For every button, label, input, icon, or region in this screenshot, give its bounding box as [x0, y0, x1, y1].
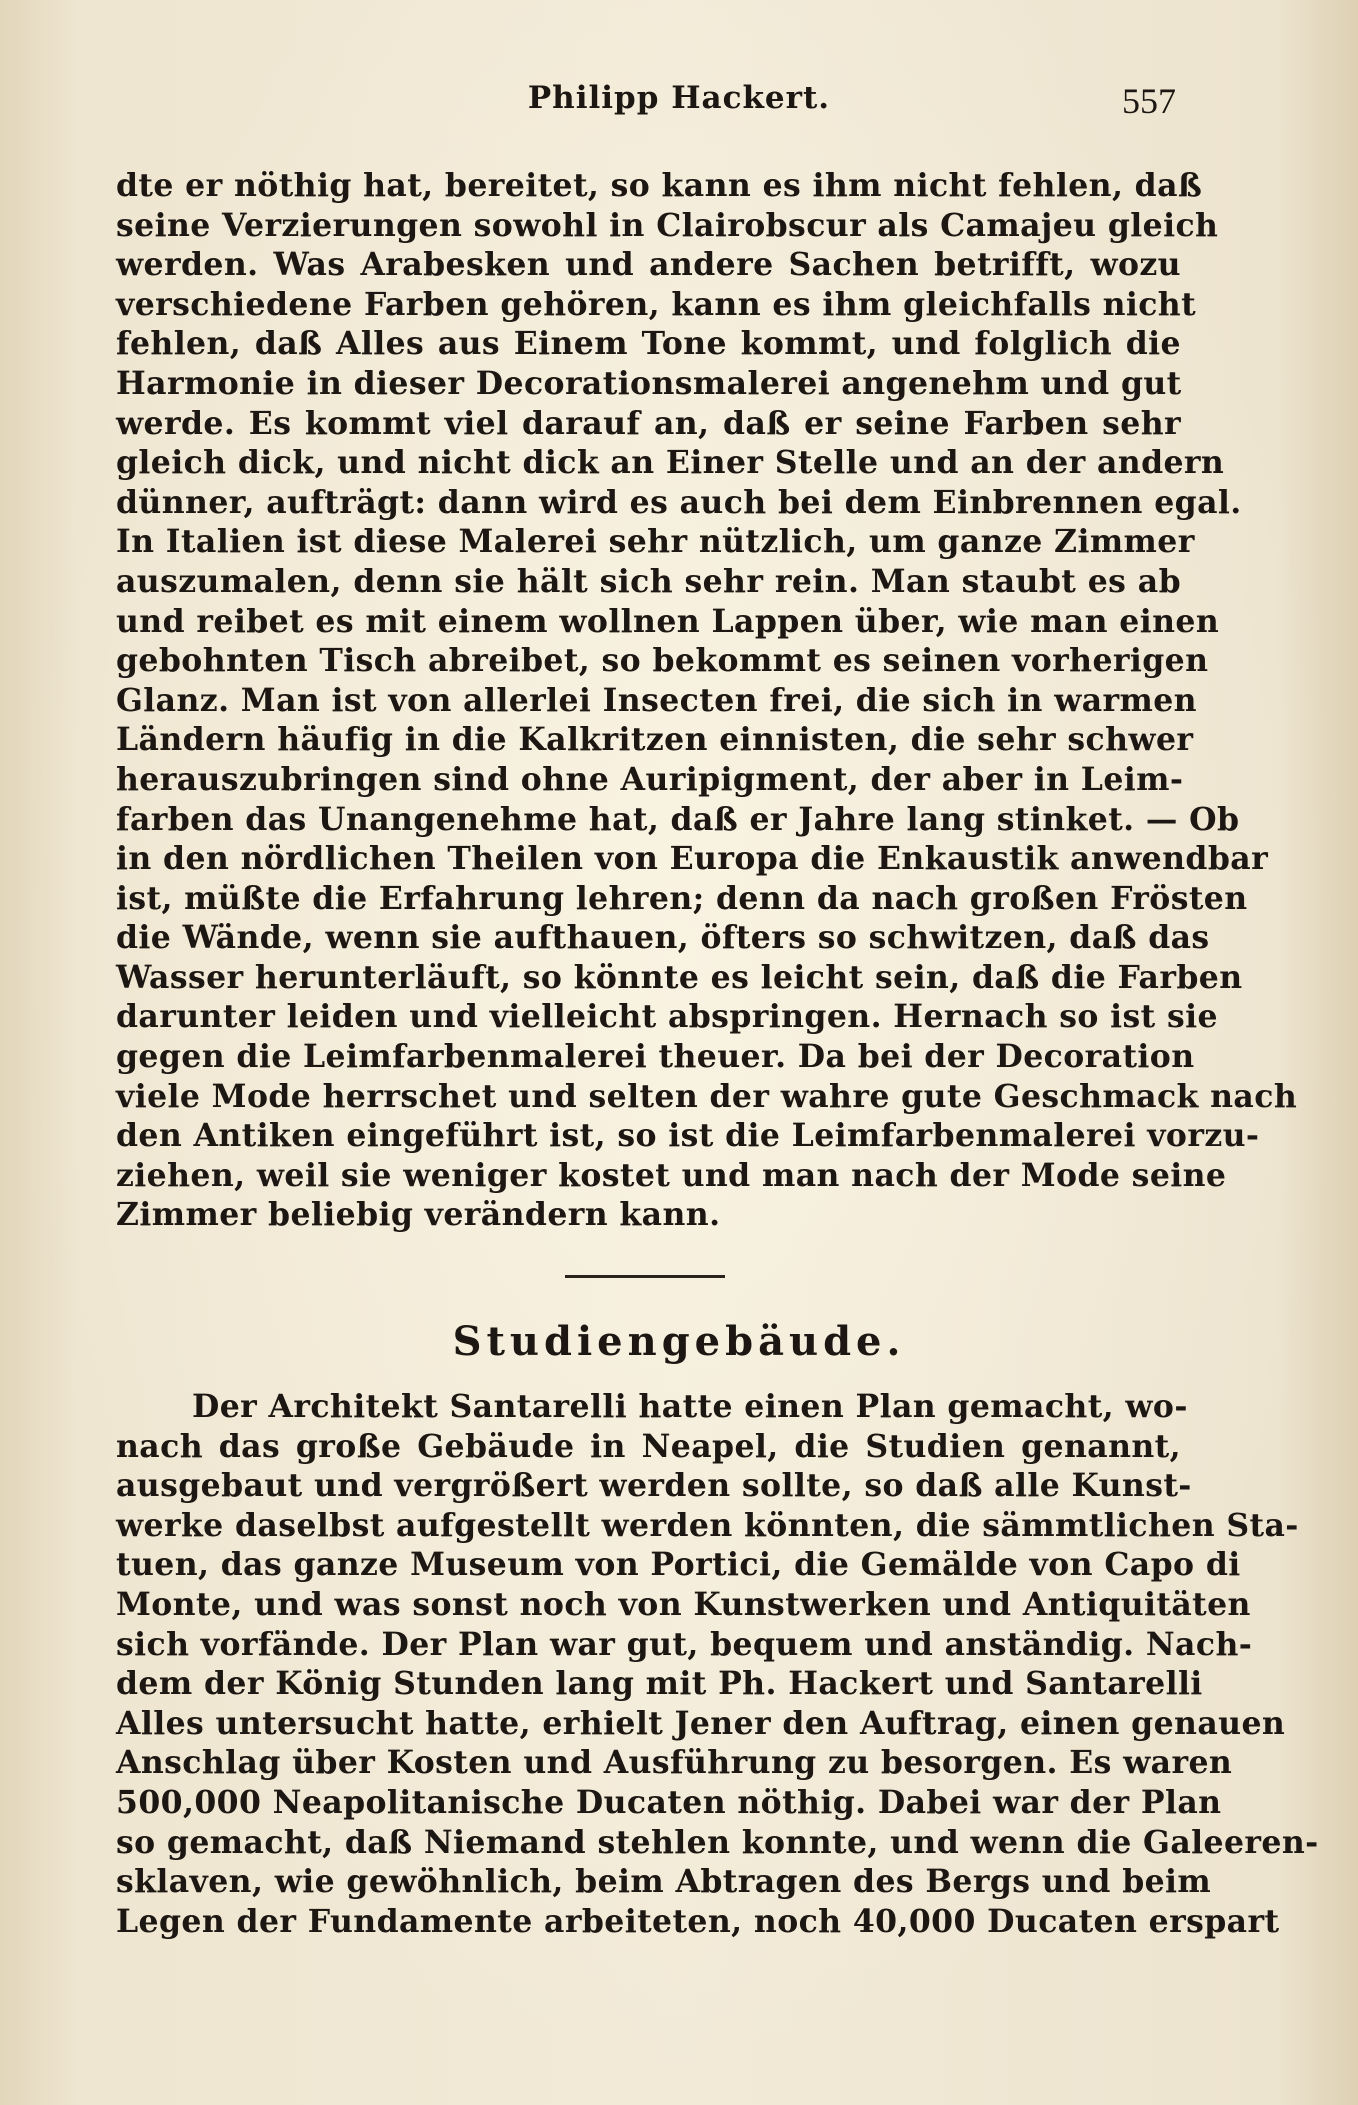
- text-line: viele Mode herrschet und selten der wahre gute Geschmack nach: [116, 1077, 1298, 1115]
- text-line: den Antiken eingeführt ist, so ist die Leimfarbenmalerei vorzu-: [116, 1117, 1260, 1155]
- text-line: Glanz. Man ist von allerlei Insecten frei, die sich in warmen: [116, 681, 1197, 719]
- text-line: werde. Es kommt viel darauf an, daß er seine Farben sehr: [116, 404, 1181, 442]
- text-line: so gemacht, daß Niemand stehlen konnte, und wenn die Galeeren-: [116, 1823, 1319, 1861]
- text-line: gebohnten Tisch abreibet, so bekommt es seinen vorherigen: [116, 642, 1209, 680]
- text-line: gegen die Leimfarbenmalerei theuer. Da bei der Decoration: [116, 1038, 1195, 1076]
- text-line: Harmonie in dieser Decorationsmalerei angenehm und gut: [116, 364, 1182, 402]
- text-line: in den nördlichen Theilen von Europa die Enkaustik anwendbar: [116, 840, 1269, 878]
- text-line: Monte, und was sonst noch von Kunstwerken und Antiquitäten: [116, 1585, 1251, 1623]
- text-line: ausgebaut und vergrößert werden sollte, so daß alle Kunst-: [116, 1467, 1192, 1505]
- text-line: darunter leiden und vielleicht abspringen. Hernach so ist sie: [116, 998, 1218, 1036]
- text-line: 500,000 Neapolitanische Ducaten nöthig. Dabei war der Plan: [116, 1783, 1222, 1821]
- text-line: nach das große Gebäude in Neapel, die Studien genannt,: [116, 1427, 1181, 1465]
- section-heading: Studiengebäude.: [452, 1318, 906, 1365]
- text-line: ist, müßte die Erfahrung lehren; denn da nach großen Frösten: [116, 879, 1248, 917]
- text-line: Wasser herunterläuft, so könnte es leicht sein, daß die Farben: [116, 958, 1243, 996]
- text-line: sklaven, wie gewöhnlich, beim Abtragen des Bergs und beim: [116, 1863, 1212, 1901]
- text-line: Alles untersucht hatte, erhielt Jener den Auftrag, einen genauen: [116, 1704, 1286, 1742]
- text-line: ziehen, weil sie weniger kostet und man nach der Mode seine: [116, 1156, 1227, 1194]
- text-line: farben das Unangenehme hat, daß er Jahre lang stinket. — Ob: [116, 800, 1240, 838]
- text-line: werden. Was Arabesken und andere Sachen betrifft, wozu: [116, 246, 1181, 284]
- text-line-content: Der Architekt Santarelli hatte einen Plan gemacht, wo-: [192, 1388, 1188, 1425]
- text-line: dte er nöthig hat, bereitet, so kann es ihm nicht fehlen, daß: [116, 167, 1203, 204]
- text-line: tuen, das ganze Museum von Portici, die Gemälde von Capo di: [116, 1546, 1241, 1584]
- text-line: und reibet es mit einem wollnen Lappen über, wie man einen: [116, 602, 1220, 640]
- text-line: auszumalen, denn sie hält sich sehr rein. Man staubt es ab: [116, 562, 1181, 600]
- text-line: verschiedene Farben gehören, kann es ihm gleichfalls nicht: [116, 285, 1197, 323]
- running-head: [0, 80, 1358, 130]
- text-line: werke daselbst aufgestellt werden könnten, die sämmtlichen Sta-: [116, 1506, 1299, 1544]
- text-line: Anschlag über Kosten und Ausführung zu besorgen. Es waren: [116, 1744, 1233, 1782]
- section-divider-rule: [565, 1275, 725, 1278]
- text-line: dünner, aufträgt: dann wird es auch bei dem Einbrennen egal.: [116, 483, 1242, 521]
- running-title: Philipp Hackert.: [527, 80, 831, 116]
- text-line: Ländern häufig in die Kalkritzen einnisten, die sehr schwer: [116, 721, 1194, 759]
- paragraph-studiengebaeude: [116, 1387, 1319, 1941]
- text-line: fehlen, daß Alles aus Einem Tone kommt, und folglich die: [116, 325, 1181, 363]
- text-line: dem der König Stunden lang mit Ph. Hackert und Santarelli: [116, 1665, 1203, 1703]
- paragraph-enkaustik: [116, 166, 1298, 1235]
- text-line: In Italien ist diese Malerei sehr nützlich, um ganze Zimmer: [116, 523, 1195, 561]
- text-line: sich vorfände. Der Plan war gut, bequem und anständig. Nach-: [116, 1625, 1253, 1663]
- text-line: Legen der Fundamente arbeiteten, noch 40,000 Ducaten erspart: [116, 1902, 1280, 1940]
- text-line: herauszubringen sind ohne Auripigment, der aber in Leim-: [116, 760, 1184, 798]
- page-number: 557: [1122, 81, 1176, 121]
- text-line: Zimmer beliebig verändern kann.: [116, 1196, 721, 1234]
- text-line-first: [116, 1387, 1188, 1427]
- text-line: die Wände, wenn sie aufthauen, öfters so schwitzen, daß das: [116, 919, 1210, 957]
- text-line: seine Verzierungen sowohl in Clairobscur als Camajeu gleich: [116, 206, 1219, 244]
- text-line: gleich dick, und nicht dick an Einer Stelle und an der andern: [116, 444, 1225, 482]
